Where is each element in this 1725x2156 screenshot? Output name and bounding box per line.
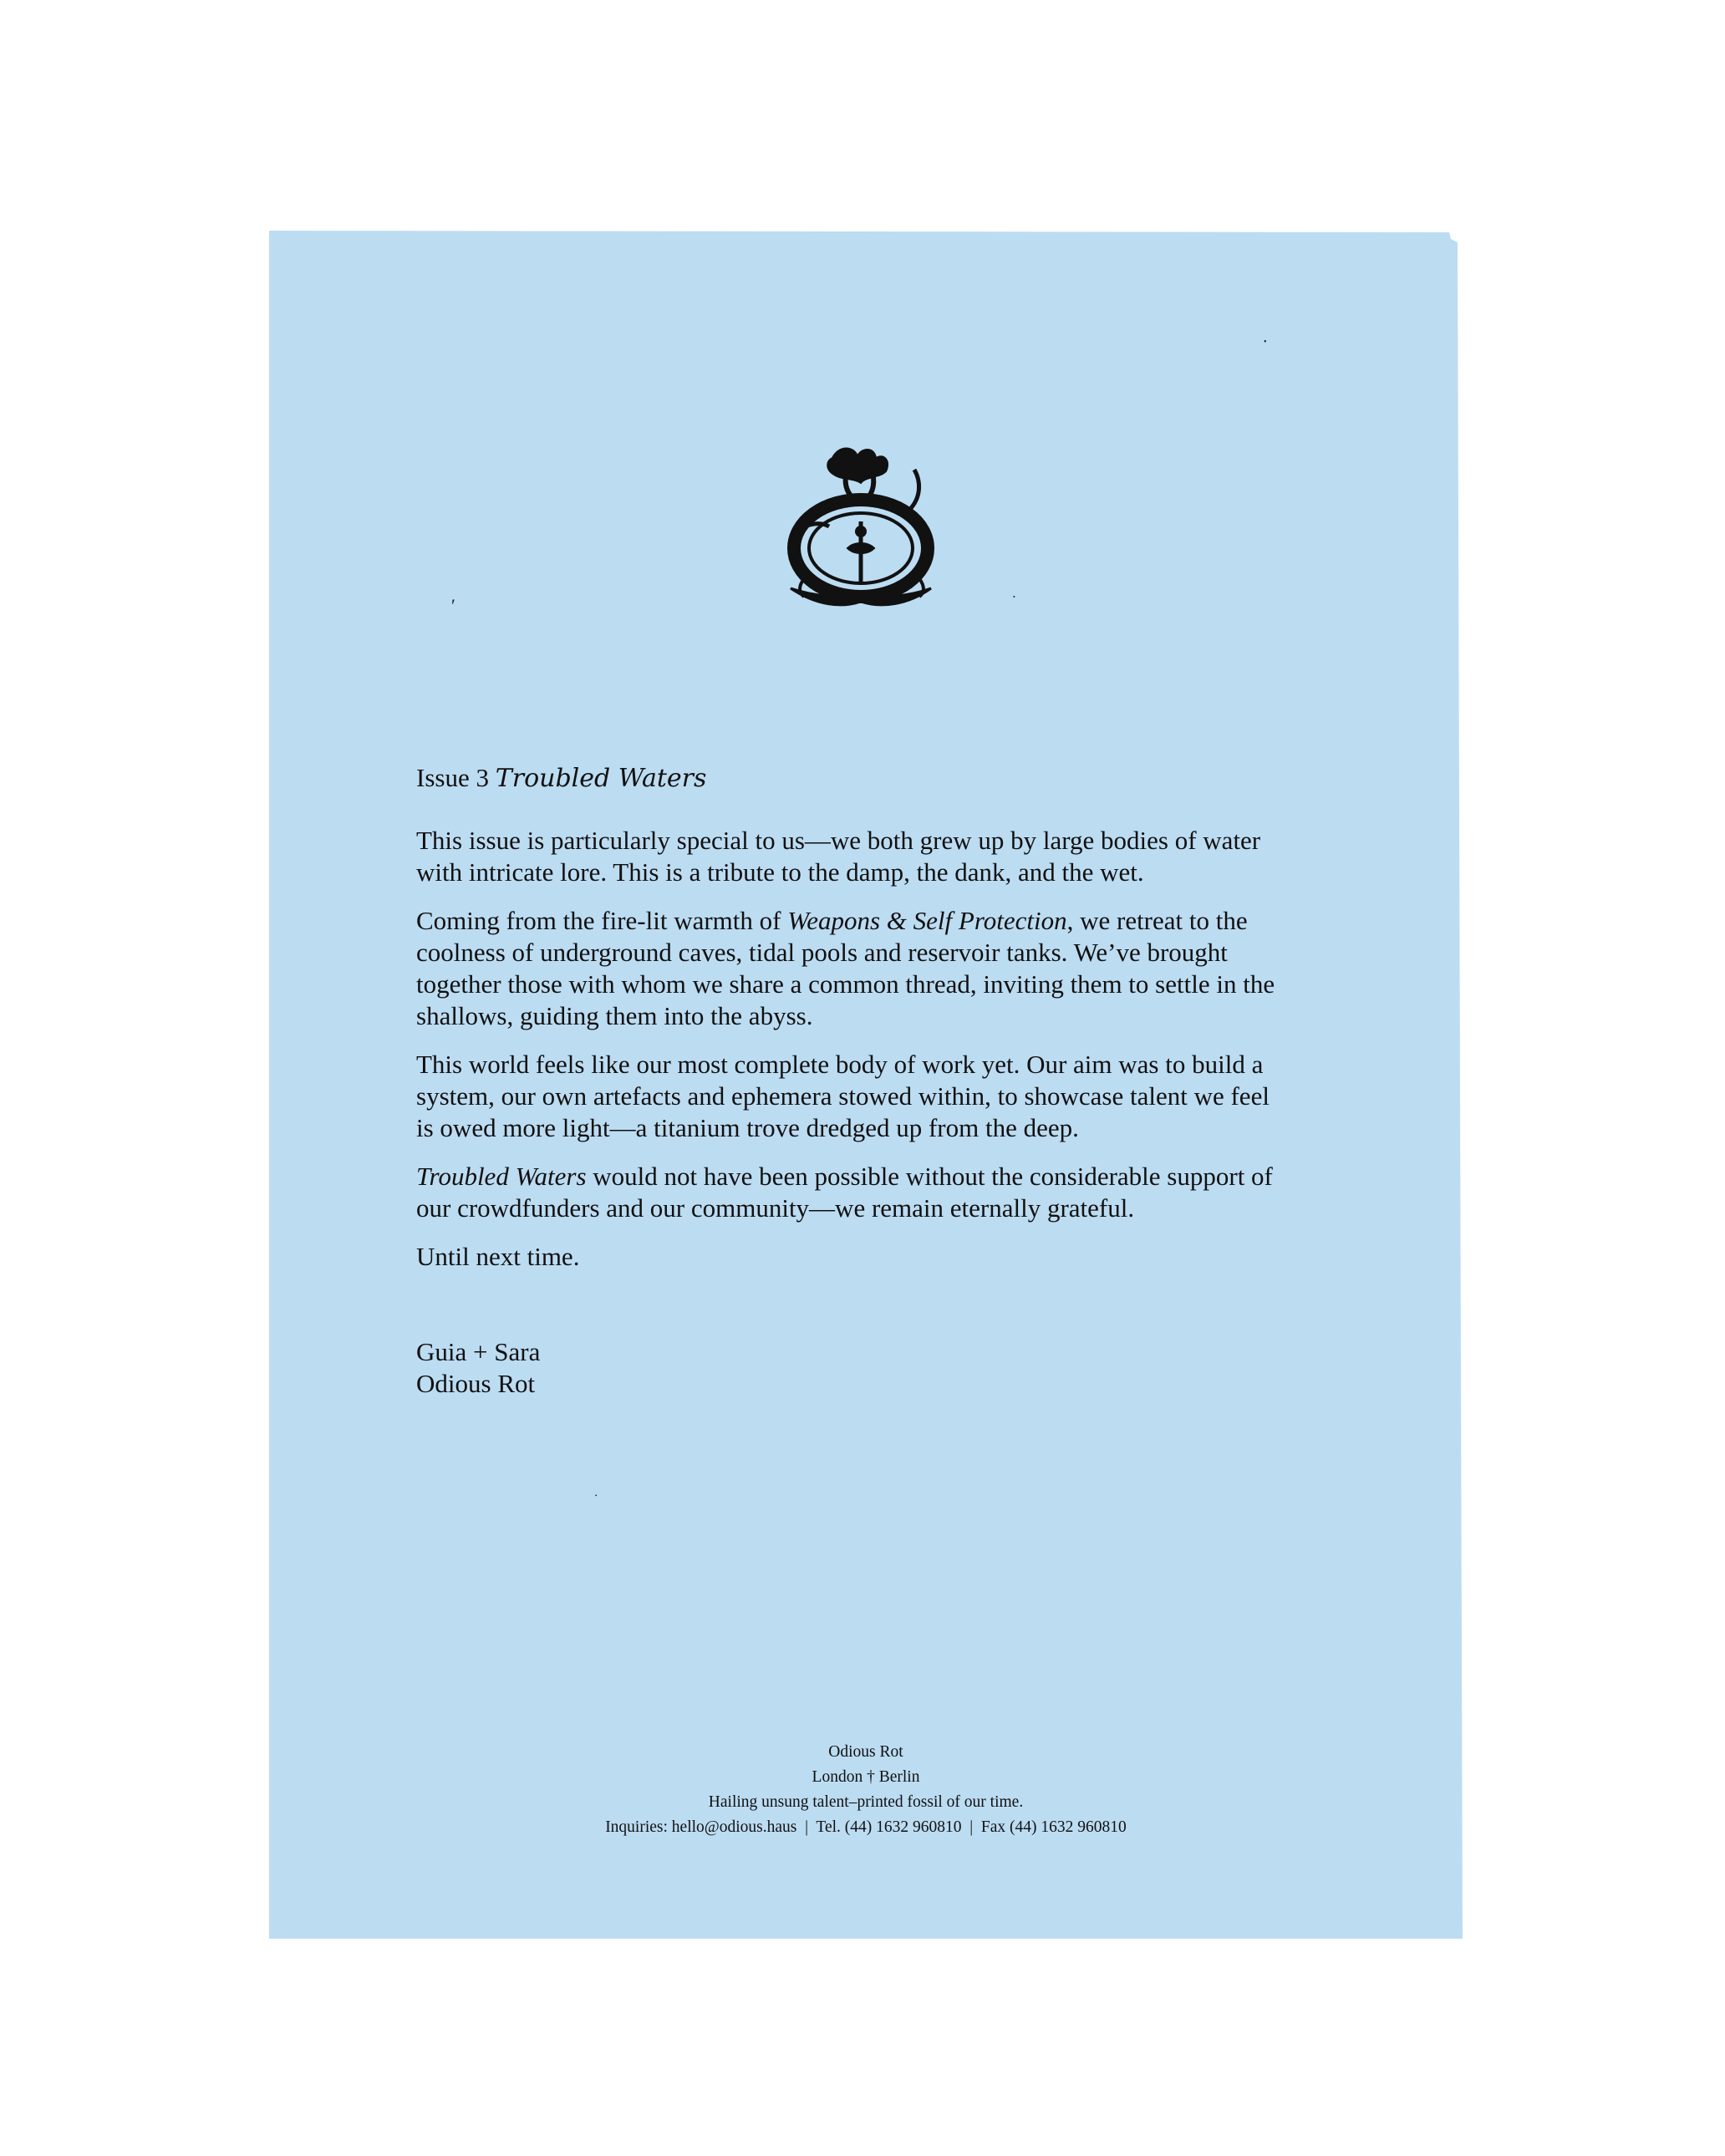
issue-title xyxy=(416,762,1319,795)
signature-org: Odious Rot xyxy=(416,1369,536,1398)
letterhead-footer xyxy=(269,1740,1463,1840)
paragraph-text: , we retreat to the coolness of underground caves, tidal pools and reservoir tanks. We’ve brought together those with whom we share a common thread, inviting them to settle in the shallows, guiding them into the abyss. xyxy=(416,906,1275,1030)
letter-body xyxy=(416,762,1319,1400)
paper-speck: ′ xyxy=(451,595,455,616)
paper-speck: • xyxy=(595,1492,598,1499)
paper-speck: • xyxy=(1264,338,1267,347)
footer-cities: London † Berlin xyxy=(812,1768,920,1786)
paper-speck: • xyxy=(1013,593,1015,601)
paragraph-intro xyxy=(416,825,1285,888)
footer-tagline: Hailing unsung talent–printed fossil of our time. xyxy=(708,1793,1024,1811)
paragraph-origin xyxy=(416,905,1285,1032)
paragraph-text: would not have been possible without the considerable support of our crowdfunders and our community—we remain eternally grateful. xyxy=(416,1162,1273,1223)
issue-name: Troubled Waters xyxy=(495,764,707,793)
paragraph-text: This issue is particularly special to us—we both grew up by large bodies of water with intricate lore. This is a tribute to the damp, the dank, and the wet. xyxy=(416,826,1261,887)
paragraph-text: Until next time. xyxy=(416,1242,580,1271)
paragraph-thanks xyxy=(416,1161,1285,1224)
issue-number: Issue 3 xyxy=(416,763,489,792)
paragraph-world xyxy=(416,1049,1285,1144)
paragraph-text: This world feels like our most complete body of work yet. Our aim was to build a system, our own artefacts and ephemera stowed within, to showcase talent we feel is owed more light—a titanium trove dredged up from the deep. xyxy=(416,1050,1270,1142)
signature-names: Guia + Sara xyxy=(416,1337,541,1366)
previous-issue-title: Weapons & Self Protection xyxy=(787,906,1067,935)
paragraph-text: Coming from the fire-lit warmth of xyxy=(416,906,788,935)
footer-name: Odious Rot xyxy=(828,1743,903,1761)
footer-contact: Inquiries: hello@odious.haus | Tel. (44) 1632 960810 | Fax (44) 1632 960810 xyxy=(605,1818,1127,1836)
signature-block xyxy=(416,1336,1319,1400)
paragraph-closing xyxy=(416,1241,1285,1273)
issue-title-italic: Troubled Waters xyxy=(416,1162,587,1191)
ornate-crest-icon xyxy=(774,441,949,617)
